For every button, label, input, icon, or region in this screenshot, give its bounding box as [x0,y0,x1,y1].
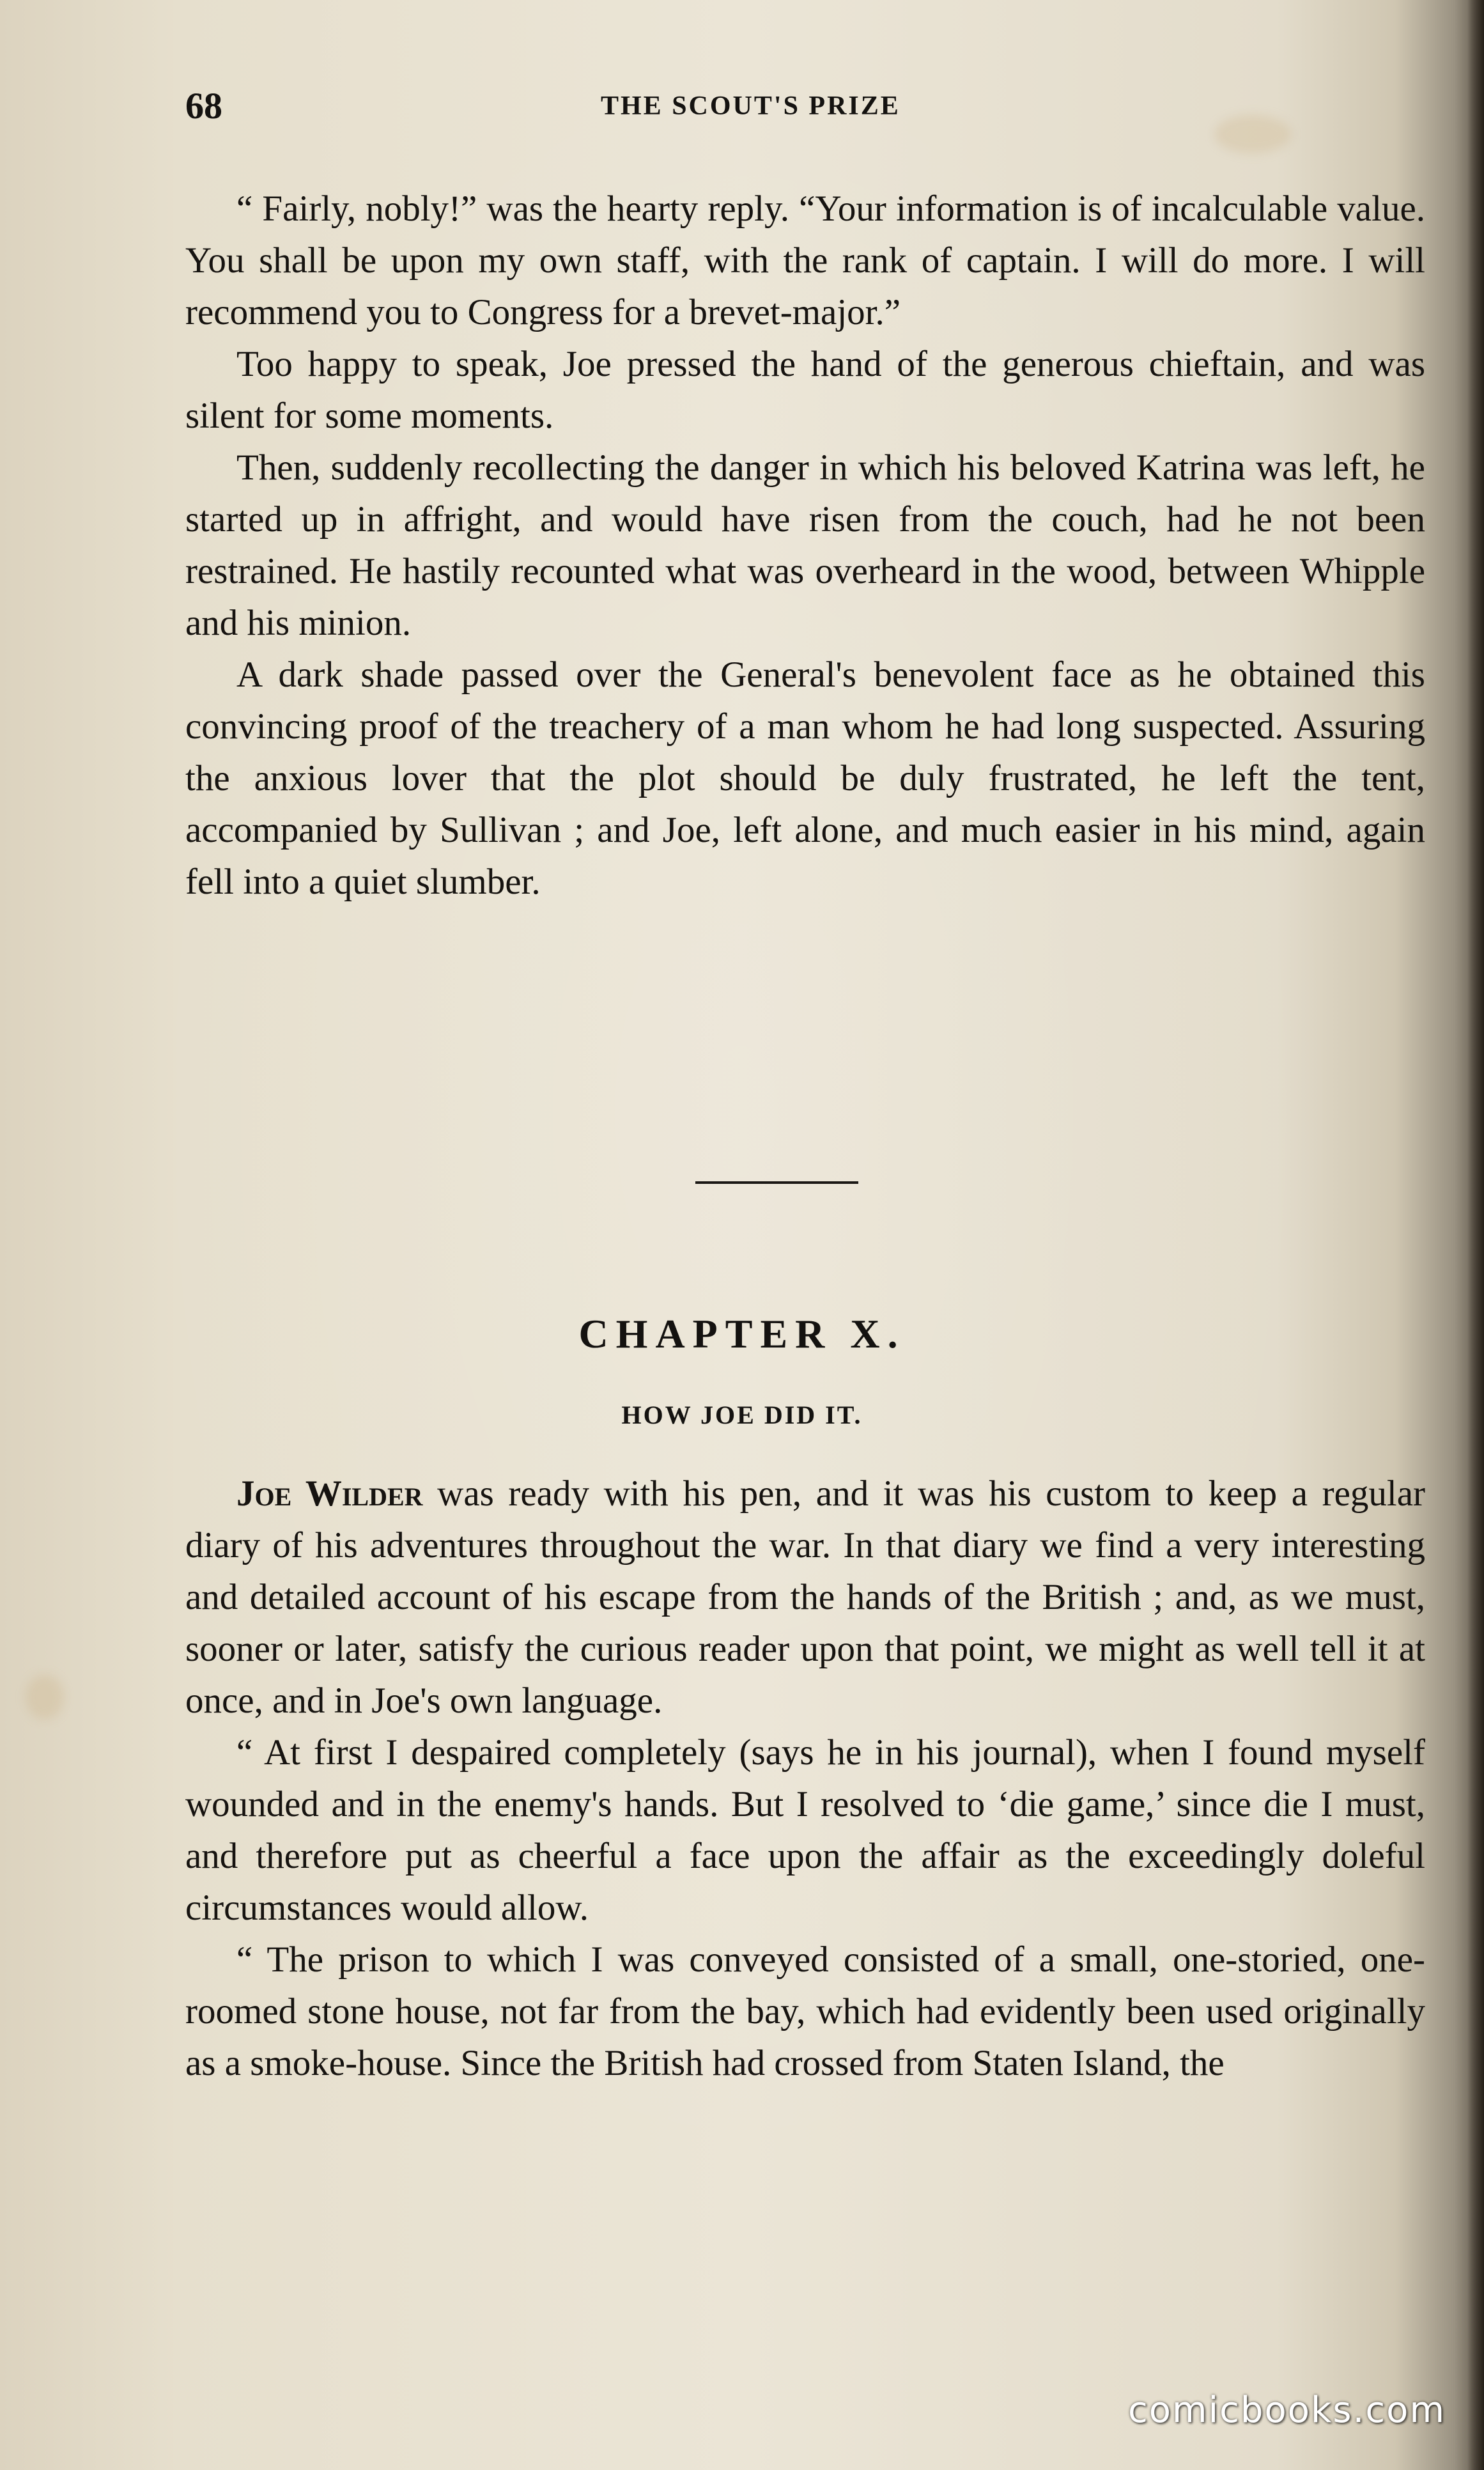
page-header [185,84,1425,136]
page-edge-shadow [1467,0,1484,2470]
paragraph: Too happy to speak, Joe pressed the hand of the generous chieftain, and was silent for some moments. [185,344,1425,436]
chapter-subtitle: HOW JOE DID IT. [621,1401,863,1429]
text-block-chapter-body [185,1468,1425,2089]
chapter-title: CHAPTER X. [578,1311,906,1356]
section-divider [695,1181,858,1184]
paper-stain [26,1675,64,1720]
paragraph [185,1468,1425,1727]
paragraph: “ The prison to which I was conveyed consisted of a small, one-storied, one-roomed stone house, not far from the bay, which had evidently been used originally as a smoke-house. Since the British had crossed from Staten Island, the [185,1939,1425,2083]
paragraph: A dark shade passed over the General's benevolent face as he obtained this convincing proof of the treachery of a man whom he had long suspected. Assuring the anxious lover that the plot should be duly frustrated, he left the tent, accompanied by Sullivan ; and Joe, left alone, and much easier in his mind, again fell into a quiet slumber. [185,655,1425,902]
paragraph: “ At first I despaired completely (says he in his journal), when I found myself wounded and in the enemy's hands. But I resolved to ‘die game,’ since die I must, and therefore put as cheerful a face upon the affair as the exceedingly doleful circumstances would allow. [185,1732,1425,1928]
text-block-before-chapter [185,183,1425,908]
paragraph-text: was ready with his pen, and it was his custom to keep a regular diary of his adventures throughout the war. In that diary we find a very interesting and detailed account of his escape from the hands of the British ; and, as we must, sooner or later, satisfy the curious reader upon that point, we might as well tell it at once, and in Joe's own language. [185,1473,1425,1721]
paragraph: “ Fairly, nobly!” was the hearty reply. “Your information is of incalculable value. You shall be upon my own staff, with the rank of captain. I will do more. I will recommend you to Congress for a brevet-major.” [185,189,1425,332]
page-number: 68 [185,85,222,127]
paragraph: Then, suddenly recollecting the danger in which his beloved Katrina was left, he started up in affright, and would have risen from the couch, had he not been restrained. He hastily recounted what was overheard in the wood, between Whipple and his minion. [185,447,1425,643]
running-head: THE SCOUT'S PRIZE [601,91,900,121]
watermark: comicbooks.com [1127,2389,1446,2431]
lead-in-name: Joe Wilder [236,1473,423,1514]
